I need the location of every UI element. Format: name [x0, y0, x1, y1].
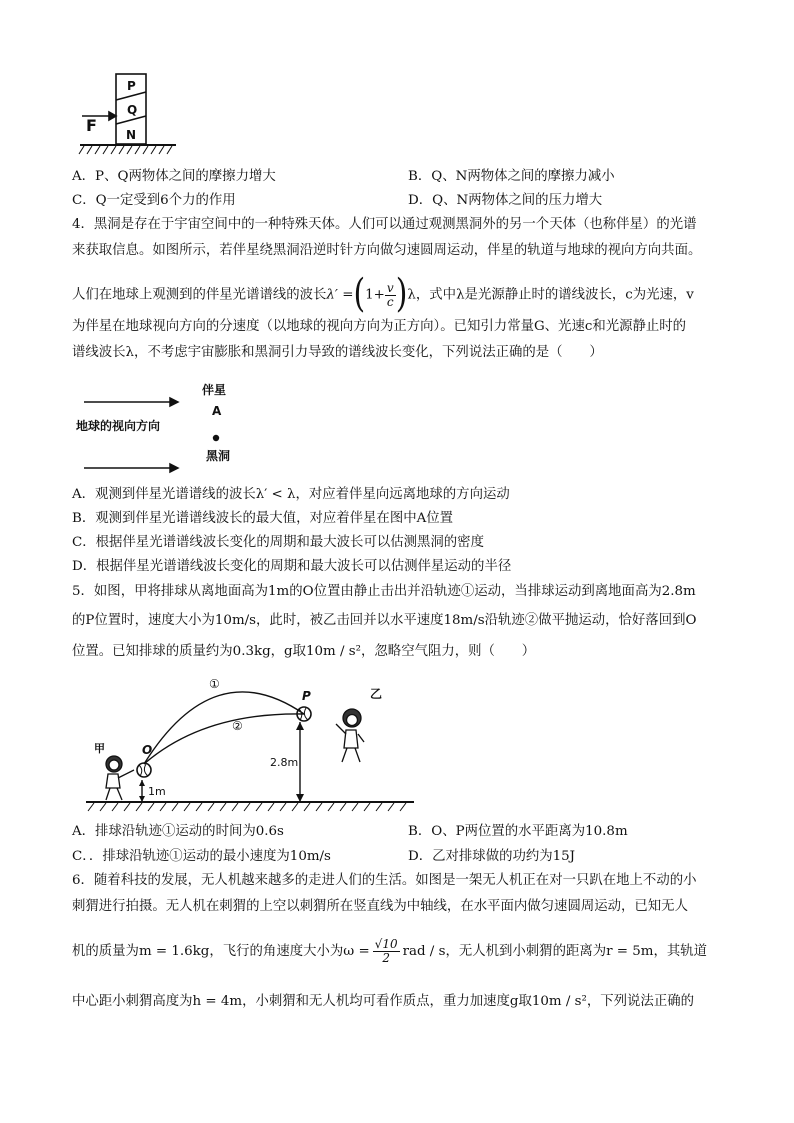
pq-interface — [116, 92, 146, 100]
volleyball-figure — [84, 672, 484, 814]
q4-option-d: D．根据伴星光谱谱线波长变化的周期和最大波长可以估测伴星运动的半径 — [72, 559, 512, 574]
q6-frac-den: 2 — [382, 951, 390, 965]
q6-line-3-rest: rad / s，无人机到小刺猬的距离为r = 5m，其轨道 — [402, 944, 708, 959]
q6-line-1: 6．随着科技的发展，无人机越来越多的走进人们的生活。如图是一架无人机正在对一只趴在地上不动的小 — [72, 873, 697, 888]
track-2-label: ② — [232, 719, 243, 733]
point-o-label: O — [142, 743, 153, 757]
ball-o-seams — [139, 764, 148, 776]
q3-option-c: C．Q一定受到6个力的作用 — [72, 193, 236, 208]
black-hole-label: 黑洞 — [206, 449, 231, 463]
q4-frac-num: v — [386, 280, 394, 295]
track-1-label: ① — [209, 677, 220, 691]
black-hole-dot — [213, 435, 219, 441]
q5-option-a: A．排球沿轨迹①运动的时间为0.6s — [72, 824, 284, 839]
q4-option-a: A．观测到伴星光谱谱线的波长λ′ < λ，对应着伴星向远离地球的方向运动 — [72, 487, 510, 502]
arrow-up-1 — [139, 780, 145, 786]
player-yi — [336, 709, 364, 762]
black-hole-figure — [70, 380, 250, 476]
q4-frac-den: c — [386, 294, 394, 309]
one: 1+ — [365, 287, 385, 303]
q4-line-3-text: 人们在地球上观测到的伴星光谱谱线的波长 — [72, 287, 327, 303]
arrowhead-bottom — [170, 464, 178, 472]
q4-line-1: 4．黑洞是存在于宇宙空间中的一种特殊天体。人们可以通过观测黑洞外的另一个天体（也称伴星）的光谱 — [72, 217, 697, 232]
jia-label: 甲 — [94, 742, 105, 755]
q5-line-1: 5．如图，甲将排球从离地面高为1m的O位置由静止击出并沿轨迹①运动，当排球运动到离地面高为2.8m — [72, 584, 696, 599]
q6-line-4: 中心距小刺猬高度为h = 4m，小刺猬和无人机均可看作质点，重力加速度g取10m / s²，下列说法正确的 — [72, 994, 694, 1009]
force-arrowhead — [109, 112, 116, 120]
arrow-down-2-8 — [296, 794, 304, 802]
q5-option-b: B．O、P两位置的水平距离为10.8m — [408, 824, 628, 839]
q4-formula-lhs: λ′ = — [326, 287, 354, 303]
force-label: F — [86, 116, 97, 135]
block-stack-figure — [78, 70, 178, 156]
q4-line-3-rest: λ，式中λ是光源静止时的谱线波长，c为光速，v — [407, 287, 694, 303]
q6-line-3-text: 机的质量为m = 1.6kg，飞行的角速度大小为ω = — [72, 944, 370, 959]
block-p-label: P — [127, 79, 136, 93]
q6-frac-num: √10 — [374, 937, 398, 951]
qn-interface — [116, 116, 146, 124]
q5-option-d: D．乙对排球做的功约为15J — [408, 849, 576, 864]
ground-hatching — [79, 146, 172, 154]
direction-label: 地球的视向方向 — [76, 419, 161, 433]
q5-line-3: 位置。已知排球的质量约为0.3kg，g取10m / s²，忽略空气阻力，则（ ） — [72, 644, 536, 659]
q6-line-2: 刺猬进行拍摄。无人机在刺猬的上空以刺猬所在竖直线为中轴线，在水平面内做匀速圆周运动，已知无人 — [72, 899, 688, 914]
arrowhead-top — [170, 398, 178, 406]
q4-fraction — [385, 282, 396, 309]
q4-option-c: C．根据伴星光谱谱线波长变化的周期和最大波长可以估测黑洞的密度 — [72, 535, 484, 550]
block-q-label: Q — [127, 103, 138, 117]
q4-option-b: B．观测到伴星光谱谱线波长的最大值，对应着伴星在图中A位置 — [72, 511, 454, 526]
q5-line-2: 的P位置时，速度大小为10m/s，此时，被乙击回并以水平速度18m/s沿轨迹②做平抛运动，恰好落回到O — [72, 613, 697, 628]
player-jia — [106, 756, 134, 800]
ground-hatching — [88, 803, 406, 811]
companion-label: 伴星 — [202, 383, 227, 397]
q4-line-5: 谱线波长λ，不考虑宇宙膨胀和黑洞引力导致的谱线波长变化，下列说法正确的是（ ） — [72, 345, 603, 360]
q5-option-c: C．．排球沿轨迹①运动的最小速度为10m/s — [72, 849, 331, 864]
q3-option-a: A．P、Q两物体之间的摩擦力增大 — [72, 169, 276, 184]
q4-line-2: 来获取信息。如图所示，若伴星绕黑洞沿逆时针方向做匀速圆周运动，伴星的轨道与地球的视向方向共面。 — [72, 243, 702, 258]
q6-fraction — [373, 938, 400, 965]
height-2-8m-label: 2.8m — [270, 756, 299, 769]
q3-option-d: D．Q、N两物体之间的压力增大 — [408, 193, 603, 208]
paren-close: ) — [395, 271, 408, 318]
position-a-label: A — [212, 404, 222, 418]
arrow-up-2-8 — [296, 722, 304, 730]
q4-line-4: 为伴星在地球视向方向的分速度（以地球的视向方向为正方向）。已知引力常量G、光速c和光源静止时的 — [72, 319, 687, 334]
q3-option-b: B．Q、N两物体之间的摩擦力减小 — [408, 169, 615, 184]
point-p-label: P — [302, 689, 311, 703]
height-1m-label: 1m — [148, 785, 166, 798]
block-n-label: N — [126, 128, 137, 142]
trajectory-1 — [144, 692, 304, 764]
q6-line-3 — [72, 938, 707, 965]
yi-label: 乙 — [370, 687, 383, 701]
q4-line-3 — [72, 271, 694, 318]
paren-open: ( — [353, 271, 366, 318]
